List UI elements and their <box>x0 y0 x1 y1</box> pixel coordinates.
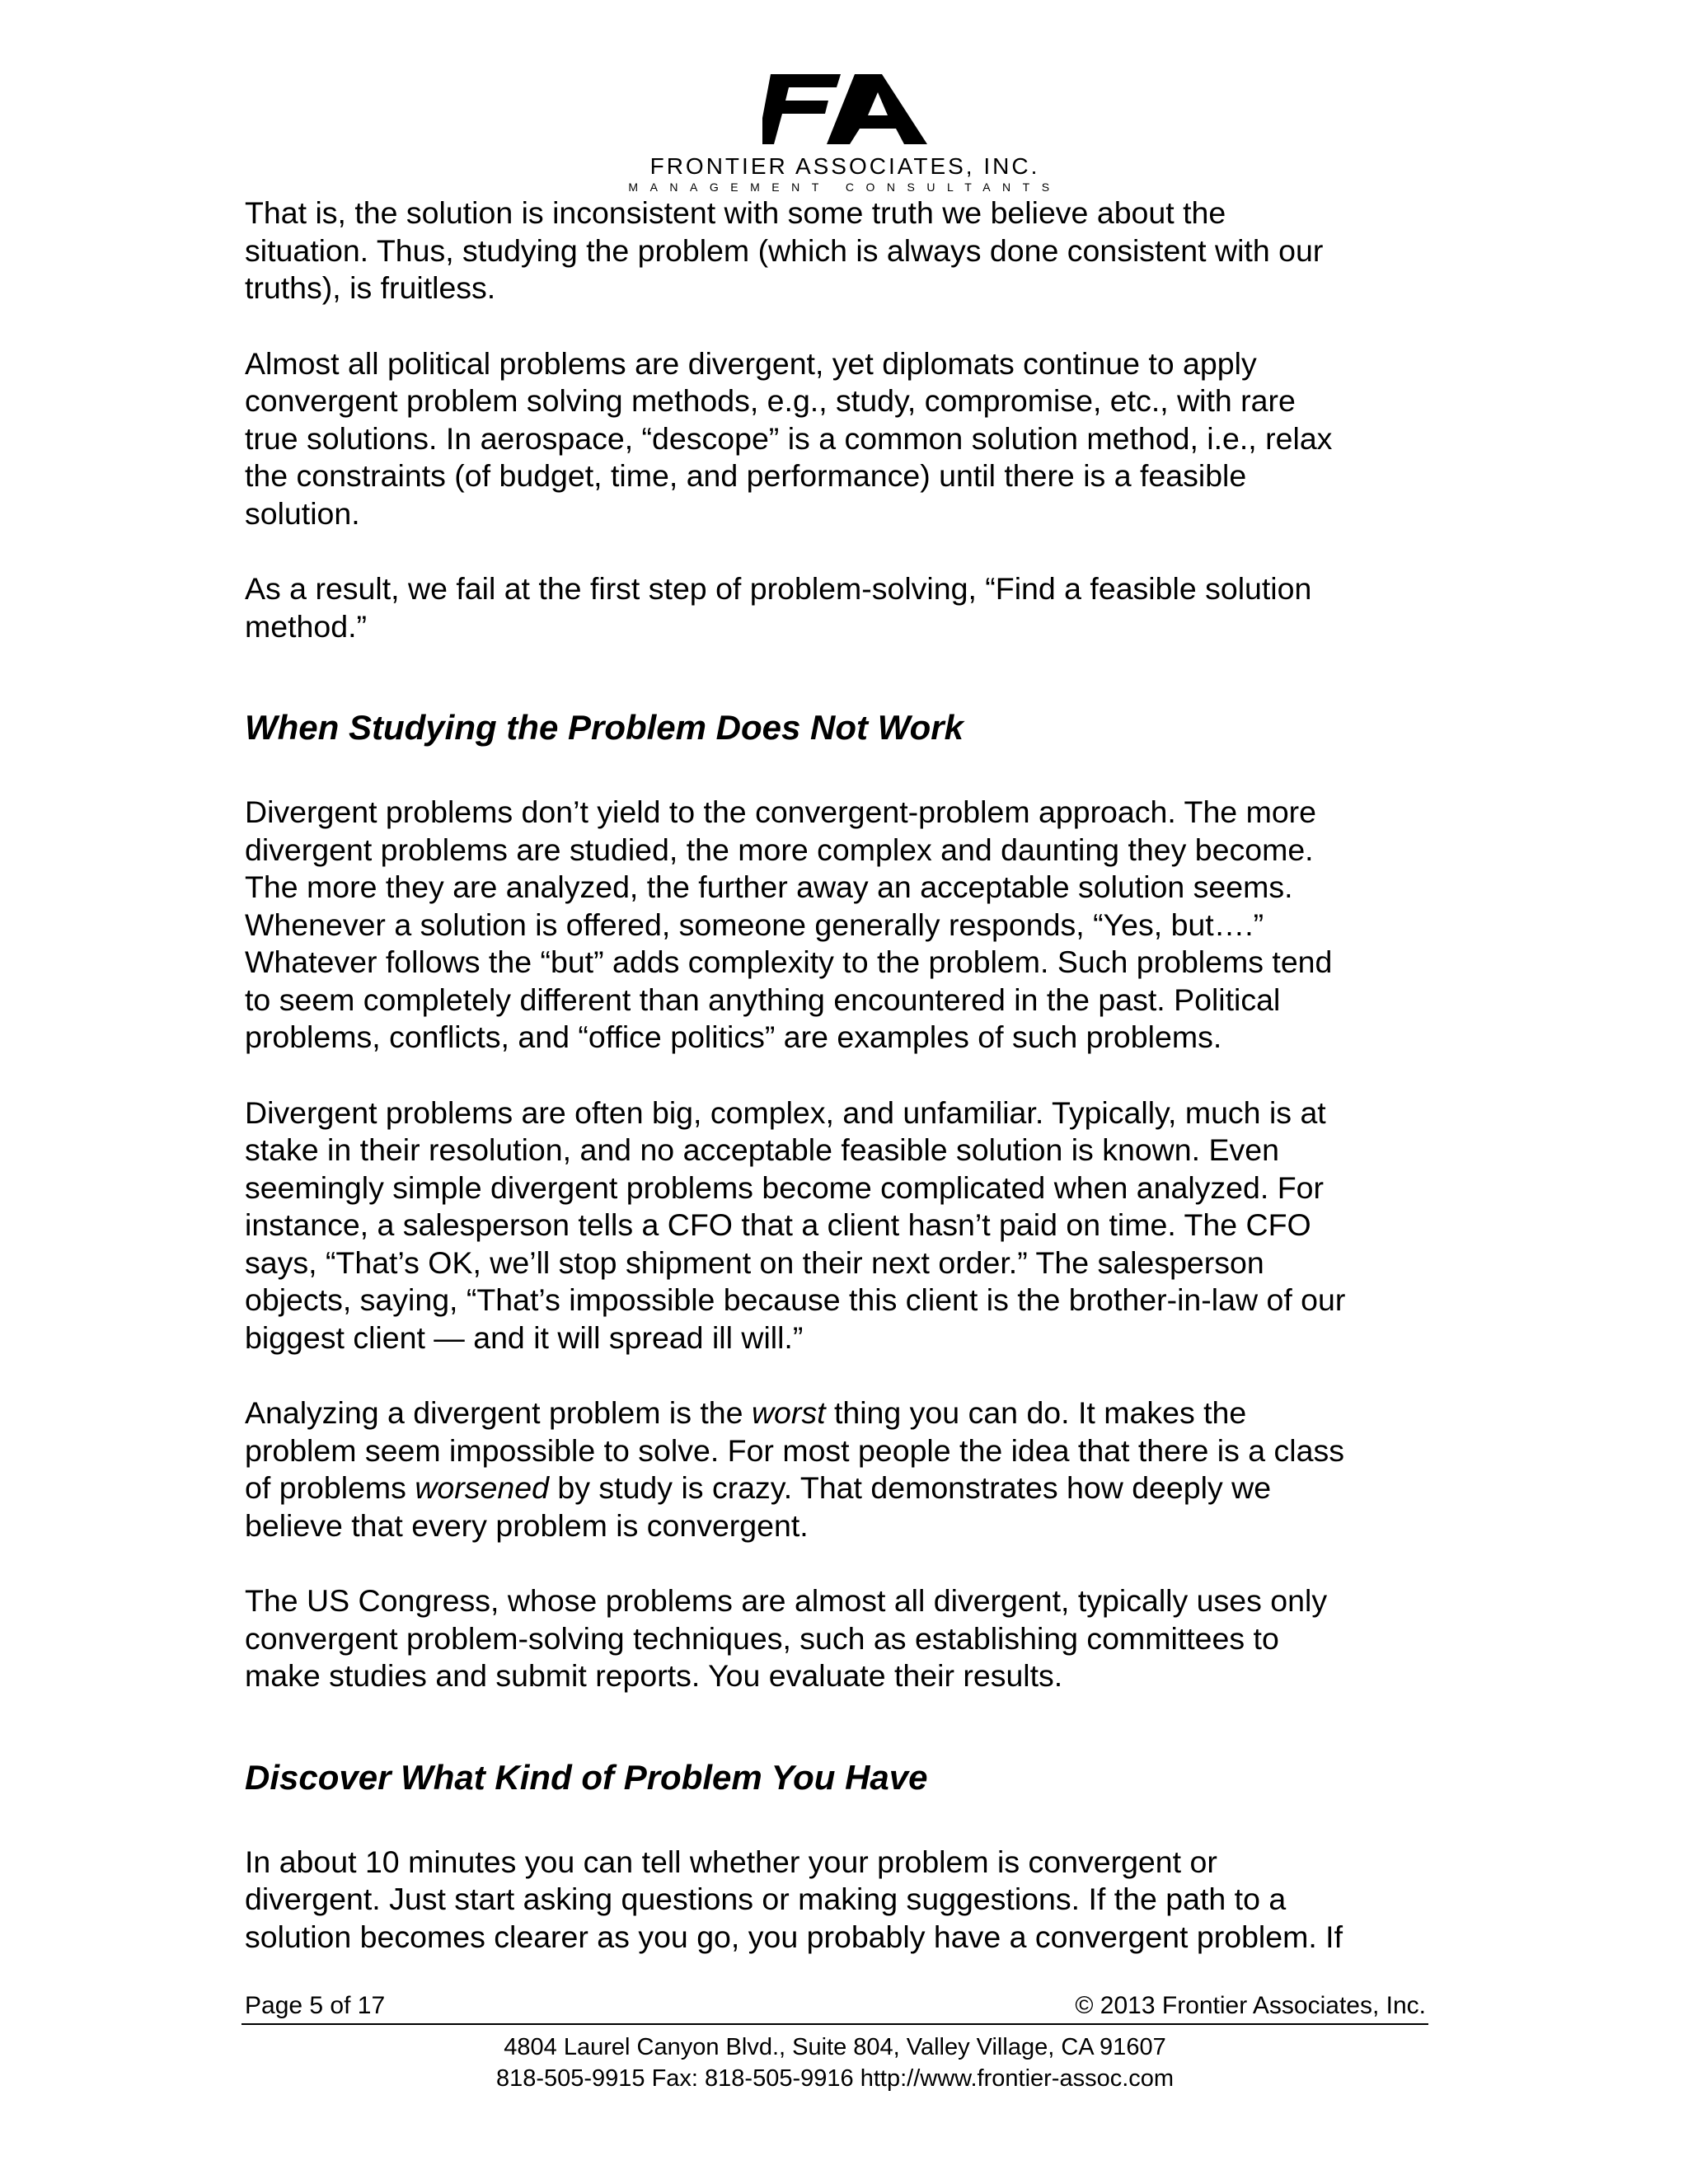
paragraph: That is, the solution is inconsistent with some truth we believe about the situation. Thus, studying the problem (which is always done consistent with our truths), is fruitless. <box>245 195 1324 305</box>
section-heading: Discover What Kind of Problem You Have <box>245 1757 928 1797</box>
company-logo <box>762 74 927 144</box>
company-tagline: MANAGEMENT CONSULTANTS <box>628 180 1062 194</box>
footer-divider <box>241 2023 1428 2025</box>
section-heading: When Studying the Problem Does Not Work <box>245 708 964 747</box>
copyright-notice: © 2013 Frontier Associates, Inc. <box>1075 1992 1426 2019</box>
paragraph <box>245 1394 1448 1544</box>
page-number: Page 5 of 17 <box>245 1992 386 2019</box>
footer-address: 4804 Laurel Canyon Blvd., Suite 804, Valley Village, CA 91607 <box>504 2034 1166 2060</box>
paragraph: In about 10 minutes you can tell whether your problem is convergent or divergent. Just start asking questions or making suggestions. If the path to a solution becomes clearer as you go, you probably have a convergent problem. If <box>245 1844 1343 1954</box>
paragraph-text: Analyzing a divergent problem is the <box>245 1395 752 1430</box>
emphasis-text: worst <box>751 1395 826 1430</box>
paragraph: The US Congress, whose problems are almost all divergent, typically uses only convergent problem-solving techniques, such as establishing committees to make studies and submit reports. You evaluate their results. <box>245 1583 1328 1693</box>
emphasis-text: worsened <box>415 1470 549 1505</box>
paragraph: Divergent problems are often big, complex, and unfamiliar. Typically, much is at stake in their resolution, and no acceptable feasible solution is known. Even seemingly simple divergent problems become complicated when analyzed. For instance, a salesperson tells a CFO that a client hasn’t paid on time. The CFO says, “That’s OK, we’ll stop shipment on their next order.” The salesperson objects, saying, “That’s impossible because this client is the brother-in-law of our biggest client — and it will spread ill will.” <box>245 1094 1346 1355</box>
paragraph-text: thing you can do. It makes the problem seem impossible to solve. For most people the idea that there is a class of problems <box>245 1395 1344 1505</box>
company-name: FRONTIER ASSOCIATES, INC. <box>649 153 1040 179</box>
paragraph: Almost all political problems are divergent, yet diplomats continue to apply convergent problem solving methods, e.g., study, compromise, etc., with rare true solutions. In aerospace, “descope” is a common solution method, i.e., relax the constraints (of budget, time, and performance) until there is a feasible solution. <box>245 345 1333 531</box>
paragraph: Divergent problems don’t yield to the convergent-problem approach. The more divergent problems are studied, the more complex and daunting they become. The more they are analyzed, the further away an acceptable solution seems. Whenever a solution is offered, someone generally responds, “Yes, but….” Whatever follows the “but” adds complexity to the problem. Such problems tend to seem completely different than anything encountered in the past. Political problems, conflicts, and “office politics” are examples of such problems. <box>245 794 1333 1054</box>
paragraph: As a result, we fail at the first step of problem-solving, “Find a feasible solution method.” <box>245 571 1312 644</box>
document-body <box>245 194 1448 1956</box>
footer-contact: 818-505-9915 Fax: 818-505-9916 http://www.frontier-assoc.com <box>495 2065 1175 2092</box>
paragraph-text: by study is crazy. That demonstrates how deeply we believe that every problem is convergent. <box>245 1470 1272 1543</box>
